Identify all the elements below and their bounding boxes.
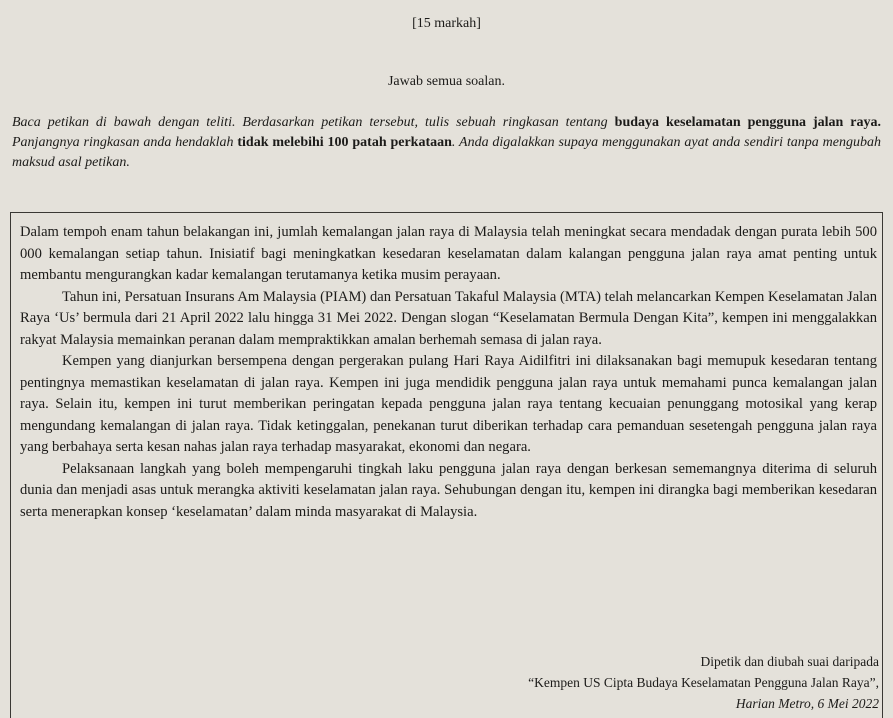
source-line-3: Harian Metro, 6 Mei 2022 xyxy=(735,696,879,711)
passage-paragraph-3: Kempen yang dianjurkan bersempena dengan pergerakan pulang Hari Raya Aidilfitri ini dilaksanakan bagi memupuk kesedaran tentang pentingnya memastikan keselamatan di jalan raya. Kempen ini juga mendidik pengguna jalan raya untuk memahami punca kemalangan jalan raya. Selain itu, kempen ini turut memberikan peringatan kepada pengguna jalan raya tentang kecuaian penunggang motosikal yang kerap mengundang kemalangan di jalan raya. Tidak ketinggalan, penekanan turut diberikan terhadap cara pemanduan sesetengah pengguna jalan raya yang berbahaya serta kesan nahas jalan raya terhadap masyarakat, ekonomi dan negara. xyxy=(20,353,877,455)
passage-paragraph-1: Dalam tempoh enam tahun belakangan ini, jumlah kemalangan jalan raya di Malaysia telah meningkat secara mendadak dengan purata lebih 500 000 kemalangan setiap tahun. Inisiatif bagi meningkatkan kesedaran keselamatan dalam kalangan pengguna jalan raya amat penting untuk membantu mengurangkan kadar kemalangan terutamanya ketika musim perayaan. xyxy=(20,224,877,283)
source-line-2: “Kempen US Cipta Budaya Keselamatan Pengguna Jalan Raya”, xyxy=(528,675,879,690)
passage-text xyxy=(20,222,877,523)
answer-all-instruction: Jawab semua soalan. xyxy=(387,74,506,89)
passage-paragraph-4: Pelaksanaan langkah yang boleh mempengaruhi tingkah laku pengguna jalan raya dengan berkesan sememangnya diterima di seluruh dunia dan menjadi asas untuk merangka aktiviti keselamatan jalan raya. Sehubungan dengan itu, kempen ini dirangka bagi memberikan kesedaran serta menerapkan konsep ‘keselamatan’ dalam minda masyarakat di Malaysia. xyxy=(20,460,877,520)
instruction-text-2: Panjangnya ringkasan anda hendaklah xyxy=(12,135,238,150)
source-citation xyxy=(528,651,879,714)
marks-label: [15 markah] xyxy=(412,16,481,31)
instruction-text-1: Baca petikan di bawah dengan teliti. Berdasarkan petikan tersebut, tulis sebuah ringkasan tentang xyxy=(12,115,615,130)
source-line-1: Dipetik dan diubah suai daripada xyxy=(700,654,879,669)
instruction-word-limit: tidak melebihi 100 patah perkataan xyxy=(237,135,452,150)
question-instructions xyxy=(12,113,881,173)
instruction-topic: budaya keselamatan pengguna jalan raya. xyxy=(614,115,881,130)
passage-paragraph-2: Tahun ini, Persatuan Insurans Am Malaysia (PIAM) dan Persatuan Takaful Malaysia (MTA) telah melancarkan Kempen Keselamatan Jalan Raya ‘Us’ bermula dari 21 April 2022 lalu hingga 31 Mei 2022. Dengan slogan “Keselamatan Bermula Dengan Kita”, kempen ini menggalakkan rakyat Malaysia memainkan peranan dalam mempraktikkan amalan berhemah semasa di jalan raya. xyxy=(20,288,877,348)
instruction-text-3: . Anda digalakkan supaya menggunakan ayat anda sendiri tanpa mengubah maksud asal petikan. xyxy=(12,135,881,170)
